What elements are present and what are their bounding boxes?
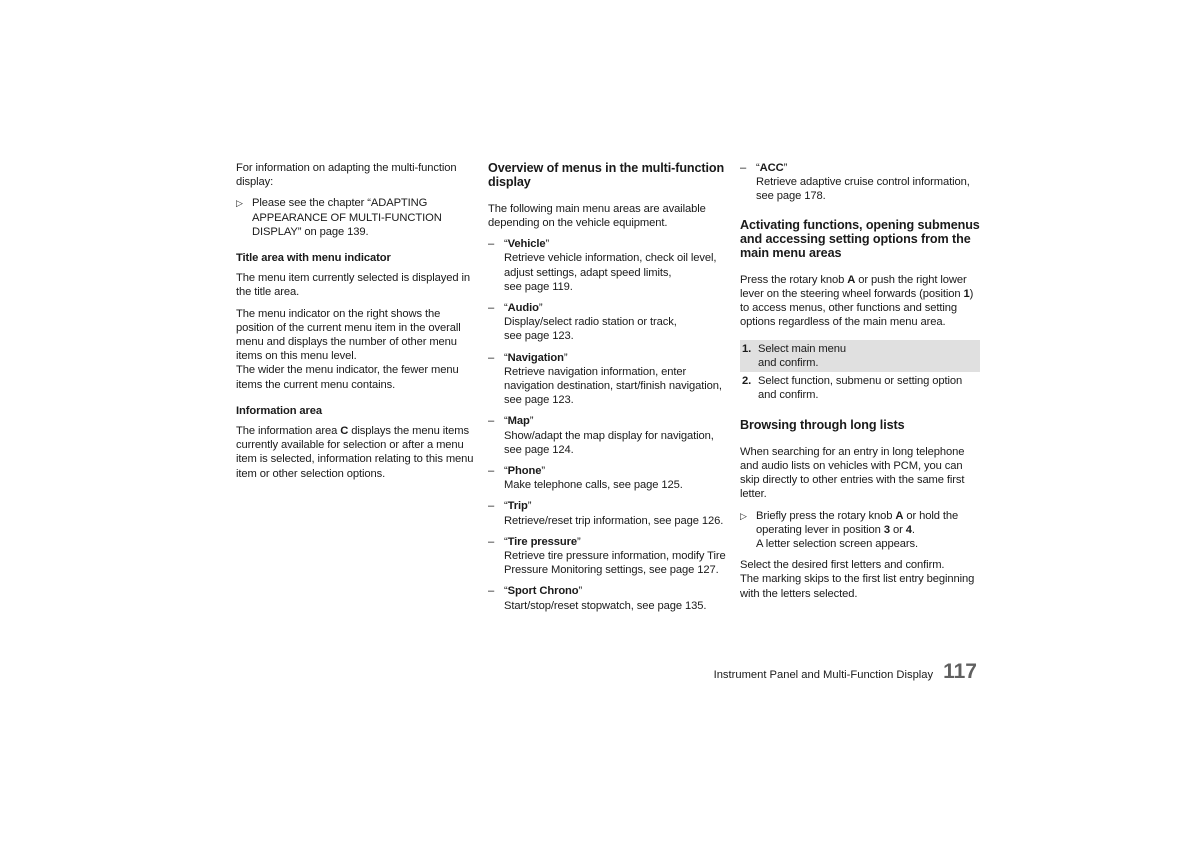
- menu-description: Retrieve adaptive cruise control information,: [756, 176, 970, 189]
- paragraph: The information area C displays the menu items currently available for selection or after a menu item is selected, information relating to this menu item or other selection options.: [236, 425, 474, 480]
- dash-icon: –: [488, 585, 495, 598]
- dash-icon: –: [488, 238, 495, 251]
- section-title: Instrument Panel and Multi-Function Display: [713, 669, 934, 681]
- paragraph: The menu item currently selected is displayed in the title area.: [236, 272, 470, 299]
- triangle-bullet-icon: ▷: [740, 510, 747, 521]
- list-item: – “Tire pressure” Retrieve tire pressure information, modify Tire Pressure Monitoring settings, see page 127.: [488, 535, 726, 577]
- paragraph: Select the desired first letters and confirm.: [740, 559, 945, 572]
- menu-description: Show/adapt the map display for navigation,: [504, 429, 714, 442]
- menu-description: see page 178.: [756, 190, 826, 203]
- dash-icon: –: [488, 465, 495, 478]
- dash-icon: –: [488, 351, 495, 364]
- heading-activating-functions: Activating functions, opening submenus and accessing setting options from the main menu areas: [740, 217, 980, 261]
- dash-icon: –: [740, 162, 747, 174]
- menu-description: Retrieve/reset trip information, see page 126.: [504, 514, 724, 527]
- list-item: – “Phone” Make telephone calls, see page 125.: [488, 465, 683, 492]
- menu-list: [488, 237, 728, 613]
- page-number: 117: [943, 660, 977, 683]
- menu-description: Retrieve tire pressure information, modify Tire Pressure Monitoring settings, see page 127.: [504, 550, 726, 577]
- paragraph: The menu indicator on the right shows the position of the current menu item in the overall menu and displays the number of other menu items on this menu level.: [236, 307, 461, 363]
- instruction-bullet: [740, 509, 980, 552]
- column-right: [740, 161, 980, 608]
- heading-information-area: Information area: [236, 404, 323, 417]
- instruction-text: Please see the chapter “ADAPTING APPEARANCE OF MULTI-FUNCTION DISPLAY” on page 139.: [252, 197, 442, 238]
- intro-text: For information on adapting the multi-function display:: [236, 162, 457, 189]
- dash-icon: –: [488, 500, 495, 513]
- menu-name: Trip: [507, 500, 528, 513]
- list-item: – “ACC” Retrieve adaptive cruise control information, see page 178.: [740, 162, 970, 203]
- dash-icon: –: [488, 415, 495, 428]
- heading-title-area: Title area with menu indicator: [236, 252, 391, 265]
- instruction-bullet: [236, 196, 474, 239]
- steps-list: [740, 340, 980, 405]
- dash-icon: –: [488, 535, 495, 548]
- dash-icon: –: [488, 302, 495, 315]
- menu-name: Navigation: [507, 351, 564, 364]
- list-item: – “Audio” Display/select radio station or track, see page 123.: [488, 302, 677, 343]
- list-item: – “Map” Show/adapt the map display for navigation, see page 124.: [488, 415, 714, 456]
- step-number: 1.: [742, 342, 752, 355]
- menu-description: Make telephone calls, see page 125.: [504, 479, 683, 492]
- menu-name: Map: [507, 415, 530, 428]
- column-left: [236, 161, 474, 488]
- menu-description: see page 123.: [504, 394, 574, 407]
- step-item: 2. Select function, submenu or setting option and confirm.: [742, 375, 963, 402]
- triangle-bullet-icon: ▷: [236, 198, 243, 209]
- menu-description: see page 124.: [504, 443, 574, 456]
- paragraph: When searching for an entry in long telephone and audio lists on vehicles with PCM, you can skip directly to other entries with the same first letter.: [740, 445, 965, 501]
- column-middle: [488, 161, 728, 620]
- heading-menu-overview: Overview of menus in the multi-function display: [488, 161, 725, 190]
- menu-description: Display/select radio station or track,: [504, 316, 677, 329]
- step-item: 1. Select main menu and confirm.: [740, 340, 980, 372]
- instruction-text: Briefly press the rotary knob A or hold the operating lever in position 3 or 4. A letter selection screen appears.: [756, 509, 959, 551]
- menu-name: Vehicle: [507, 238, 546, 251]
- menu-name: Audio: [507, 302, 539, 315]
- menu-description: see page 119.: [504, 280, 573, 293]
- menu-name: Tire pressure: [507, 535, 578, 548]
- menu-name: Sport Chrono: [507, 585, 579, 598]
- paragraph: The marking skips to the first list entry beginning with the letters selected.: [740, 573, 975, 600]
- list-item: – “Trip” Retrieve/reset trip information, see page 126.: [488, 500, 724, 527]
- paragraph: Press the rotary knob A or push the right lower lever on the steering wheel forwards (position 1) to access menus, other functions and setting options regardless of the main menu area.: [740, 273, 974, 329]
- paragraph: The wider the menu indicator, the fewer menu items the current menu contains.: [236, 364, 459, 391]
- intro-text: The following main menu areas are available depending on the vehicle equipment.: [488, 202, 706, 230]
- list-item: – “Sport Chrono” Start/stop/reset stopwatch, see page 135.: [488, 585, 707, 612]
- menu-description: Start/stop/reset stopwatch, see page 135.: [504, 599, 707, 612]
- menu-name: ACC: [759, 162, 784, 174]
- menu-description: Retrieve navigation information, enter navigation destination, start/finish navigation,: [504, 365, 722, 393]
- list-item: – “Vehicle” Retrieve vehicle information, check oil level, adjust settings, adapt speed limits, see page 119.: [488, 238, 717, 293]
- step-number: 2.: [742, 375, 752, 388]
- list-item: – “Navigation” Retrieve navigation information, enter navigation destination, start/finish navigation, see page 123.: [488, 351, 722, 407]
- menu-description: see page 123.: [504, 330, 574, 343]
- menu-name: Phone: [507, 465, 542, 478]
- heading-browsing-lists: Browsing through long lists: [740, 418, 905, 433]
- menu-description: Retrieve vehicle information, check oil level, adjust settings, adapt speed limits,: [504, 252, 717, 279]
- page-footer: [700, 660, 977, 684]
